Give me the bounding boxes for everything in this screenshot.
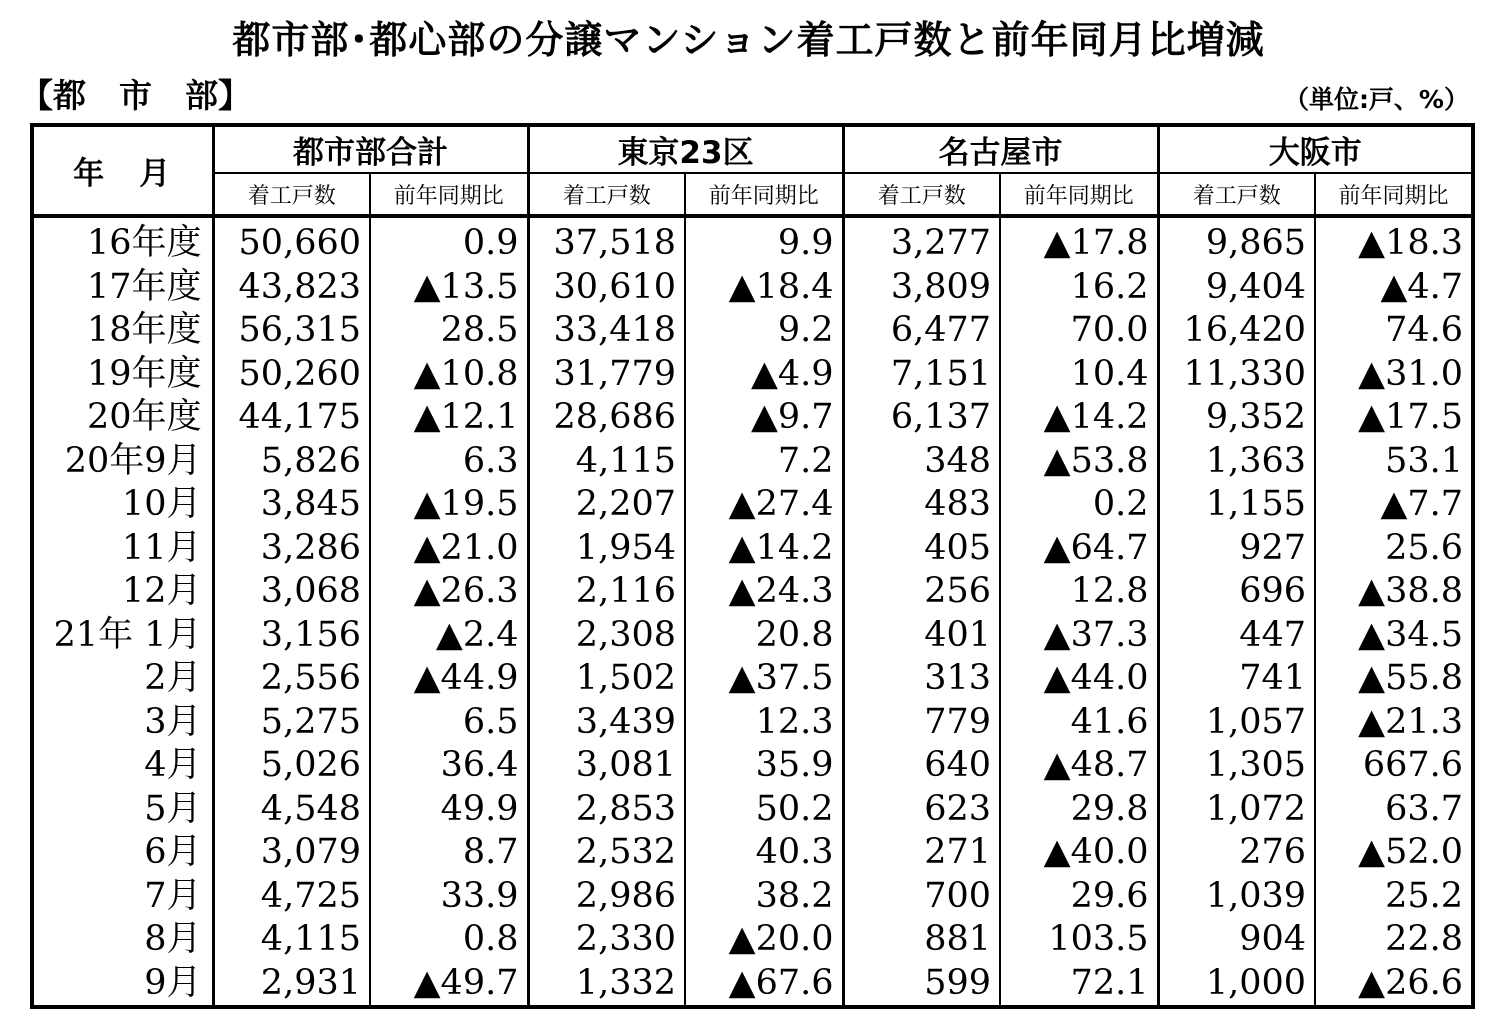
osaka-starts-cell: 1,000 <box>1158 962 1315 1008</box>
tokyo-23-starts-cell: 30,610 <box>528 266 685 310</box>
table-row <box>32 788 1473 832</box>
osaka-starts-cell: 1,305 <box>1158 744 1315 788</box>
table-row <box>32 527 1473 571</box>
osaka-yoy-cell: 25.6 <box>1315 527 1473 571</box>
period-cell: 10月 <box>32 483 213 527</box>
sub-header-starts: 着工戸数 <box>1158 173 1315 216</box>
osaka-yoy-cell: ▲34.5 <box>1315 614 1473 658</box>
osaka-yoy-cell: ▲17.5 <box>1315 396 1473 440</box>
osaka-yoy-cell: 74.6 <box>1315 309 1473 353</box>
nagoya-starts-cell: 640 <box>843 744 1000 788</box>
urban-total-starts-cell: 50,660 <box>213 216 370 266</box>
nagoya-yoy-cell: 72.1 <box>1000 962 1158 1008</box>
osaka-starts-cell: 9,404 <box>1158 266 1315 310</box>
osaka-starts-cell: 1,072 <box>1158 788 1315 832</box>
table-row <box>32 875 1473 919</box>
table-row <box>32 831 1473 875</box>
urban-total-yoy-cell: ▲26.3 <box>370 570 528 614</box>
table-row <box>32 614 1473 658</box>
tokyo-23-yoy-cell: 9.2 <box>685 309 843 353</box>
tokyo-23-starts-cell: 28,686 <box>528 396 685 440</box>
nagoya-yoy-cell: 10.4 <box>1000 353 1158 397</box>
nagoya-starts-cell: 3,277 <box>843 216 1000 266</box>
sub-header-starts: 着工戸数 <box>528 173 685 216</box>
table-row <box>32 309 1473 353</box>
period-cell: 8月 <box>32 918 213 962</box>
osaka-starts-cell: 1,363 <box>1158 440 1315 484</box>
tokyo-23-yoy-cell: ▲18.4 <box>685 266 843 310</box>
period-cell: 6月 <box>32 831 213 875</box>
tokyo-23-starts-cell: 4,115 <box>528 440 685 484</box>
osaka-starts-cell: 11,330 <box>1158 353 1315 397</box>
tokyo-23-yoy-cell: 7.2 <box>685 440 843 484</box>
urban-total-starts-cell: 5,275 <box>213 701 370 745</box>
tokyo-23-starts-cell: 2,853 <box>528 788 685 832</box>
nagoya-yoy-cell: 16.2 <box>1000 266 1158 310</box>
osaka-yoy-cell: ▲55.8 <box>1315 657 1473 701</box>
nagoya-starts-cell: 6,137 <box>843 396 1000 440</box>
osaka-yoy-cell: ▲26.6 <box>1315 962 1473 1008</box>
urban-total-starts-cell: 4,725 <box>213 875 370 919</box>
urban-total-starts-cell: 2,556 <box>213 657 370 701</box>
tokyo-23-starts-cell: 1,954 <box>528 527 685 571</box>
urban-total-starts-cell: 3,068 <box>213 570 370 614</box>
tokyo-23-starts-cell: 2,986 <box>528 875 685 919</box>
housing-starts-table <box>30 123 1475 1009</box>
urban-total-yoy-cell: ▲19.5 <box>370 483 528 527</box>
year-month-header: 年 月 <box>32 125 213 216</box>
tokyo-23-yoy-cell: 50.2 <box>685 788 843 832</box>
nagoya-yoy-cell: ▲44.0 <box>1000 657 1158 701</box>
tokyo-23-yoy-cell: 40.3 <box>685 831 843 875</box>
urban-total-yoy-cell: ▲12.1 <box>370 396 528 440</box>
nagoya-starts-cell: 405 <box>843 527 1000 571</box>
period-cell: 20年9月 <box>32 440 213 484</box>
tokyo-23-starts-cell: 2,330 <box>528 918 685 962</box>
tokyo-23-starts-cell: 1,502 <box>528 657 685 701</box>
table-row <box>32 744 1473 788</box>
urban-total-starts-cell: 50,260 <box>213 353 370 397</box>
nagoya-yoy-cell: ▲64.7 <box>1000 527 1158 571</box>
osaka-yoy-cell: 22.8 <box>1315 918 1473 962</box>
period-cell: 20年度 <box>32 396 213 440</box>
osaka-yoy-cell: ▲38.8 <box>1315 570 1473 614</box>
osaka-starts-cell: 696 <box>1158 570 1315 614</box>
section-label: 【都 市 部】 <box>20 76 251 115</box>
urban-total-starts-cell: 3,845 <box>213 483 370 527</box>
urban-total-yoy-cell: 8.7 <box>370 831 528 875</box>
nagoya-starts-cell: 6,477 <box>843 309 1000 353</box>
sub-header-row <box>32 173 1473 216</box>
urban-total-yoy-cell: 0.9 <box>370 216 528 266</box>
osaka-starts-cell: 16,420 <box>1158 309 1315 353</box>
tokyo-23-yoy-cell: 9.9 <box>685 216 843 266</box>
urban-total-starts-cell: 2,931 <box>213 962 370 1008</box>
tokyo-23-yoy-cell: ▲24.3 <box>685 570 843 614</box>
urban-total-yoy-cell: ▲44.9 <box>370 657 528 701</box>
table-row <box>32 266 1473 310</box>
tokyo-23-starts-cell: 3,439 <box>528 701 685 745</box>
urban-total-yoy-cell: 6.5 <box>370 701 528 745</box>
period-cell: 5月 <box>32 788 213 832</box>
tokyo-23-yoy-cell: 12.3 <box>685 701 843 745</box>
nagoya-yoy-cell: 41.6 <box>1000 701 1158 745</box>
tokyo-23-yoy-cell: 38.2 <box>685 875 843 919</box>
osaka-yoy-cell: ▲4.7 <box>1315 266 1473 310</box>
tokyo-23-yoy-cell: ▲27.4 <box>685 483 843 527</box>
tokyo-23-yoy-cell: 20.8 <box>685 614 843 658</box>
tokyo-23-yoy-cell: ▲14.2 <box>685 527 843 571</box>
table-row <box>32 657 1473 701</box>
nagoya-yoy-cell: 103.5 <box>1000 918 1158 962</box>
nagoya-yoy-cell: 70.0 <box>1000 309 1158 353</box>
tokyo-23-yoy-cell: 35.9 <box>685 744 843 788</box>
nagoya-starts-cell: 401 <box>843 614 1000 658</box>
tokyo-23-starts-cell: 31,779 <box>528 353 685 397</box>
group-header-urban-total: 都市部合計 <box>213 125 528 173</box>
sub-header-starts: 着工戸数 <box>843 173 1000 216</box>
table-body <box>32 216 1473 1007</box>
nagoya-starts-cell: 779 <box>843 701 1000 745</box>
nagoya-yoy-cell: ▲14.2 <box>1000 396 1158 440</box>
urban-total-starts-cell: 5,826 <box>213 440 370 484</box>
nagoya-yoy-cell: 0.2 <box>1000 483 1158 527</box>
table-row <box>32 396 1473 440</box>
urban-total-yoy-cell: 6.3 <box>370 440 528 484</box>
tokyo-23-starts-cell: 3,081 <box>528 744 685 788</box>
group-header-row <box>32 125 1473 173</box>
table-row <box>32 483 1473 527</box>
period-cell: 2月 <box>32 657 213 701</box>
period-cell: 19年度 <box>32 353 213 397</box>
nagoya-starts-cell: 348 <box>843 440 1000 484</box>
unit-label: （単位:戸、%） <box>1283 85 1469 114</box>
urban-total-starts-cell: 3,156 <box>213 614 370 658</box>
urban-total-yoy-cell: ▲13.5 <box>370 266 528 310</box>
osaka-yoy-cell: ▲31.0 <box>1315 353 1473 397</box>
nagoya-starts-cell: 313 <box>843 657 1000 701</box>
period-cell: 9月 <box>32 962 213 1008</box>
urban-total-starts-cell: 56,315 <box>213 309 370 353</box>
nagoya-yoy-cell: ▲17.8 <box>1000 216 1158 266</box>
period-cell: 16年度 <box>32 216 213 266</box>
sub-header-yoy: 前年同期比 <box>1315 173 1473 216</box>
sub-header-starts: 着工戸数 <box>213 173 370 216</box>
table-row <box>32 570 1473 614</box>
urban-total-yoy-cell: 33.9 <box>370 875 528 919</box>
sub-header-yoy: 前年同期比 <box>1000 173 1158 216</box>
tokyo-23-starts-cell: 2,308 <box>528 614 685 658</box>
osaka-starts-cell: 1,039 <box>1158 875 1315 919</box>
nagoya-yoy-cell: 29.6 <box>1000 875 1158 919</box>
urban-total-starts-cell: 3,286 <box>213 527 370 571</box>
table-row <box>32 353 1473 397</box>
group-header-osaka: 大阪市 <box>1158 125 1473 173</box>
tokyo-23-starts-cell: 2,207 <box>528 483 685 527</box>
nagoya-starts-cell: 3,809 <box>843 266 1000 310</box>
osaka-starts-cell: 904 <box>1158 918 1315 962</box>
nagoya-starts-cell: 881 <box>843 918 1000 962</box>
tokyo-23-yoy-cell: ▲67.6 <box>685 962 843 1008</box>
urban-total-yoy-cell: ▲49.7 <box>370 962 528 1008</box>
nagoya-yoy-cell: 12.8 <box>1000 570 1158 614</box>
osaka-yoy-cell: 667.6 <box>1315 744 1473 788</box>
osaka-starts-cell: 9,865 <box>1158 216 1315 266</box>
osaka-yoy-cell: ▲18.3 <box>1315 216 1473 266</box>
period-cell: 17年度 <box>32 266 213 310</box>
tokyo-23-starts-cell: 33,418 <box>528 309 685 353</box>
period-cell: 4月 <box>32 744 213 788</box>
urban-total-starts-cell: 5,026 <box>213 744 370 788</box>
tokyo-23-starts-cell: 2,116 <box>528 570 685 614</box>
osaka-yoy-cell: 53.1 <box>1315 440 1473 484</box>
table-row <box>32 701 1473 745</box>
osaka-yoy-cell: ▲21.3 <box>1315 701 1473 745</box>
nagoya-yoy-cell: ▲37.3 <box>1000 614 1158 658</box>
osaka-starts-cell: 927 <box>1158 527 1315 571</box>
period-cell: 3月 <box>32 701 213 745</box>
tokyo-23-starts-cell: 1,332 <box>528 962 685 1008</box>
sub-header-yoy: 前年同期比 <box>370 173 528 216</box>
urban-total-yoy-cell: ▲10.8 <box>370 353 528 397</box>
urban-total-starts-cell: 43,823 <box>213 266 370 310</box>
tokyo-23-starts-cell: 2,532 <box>528 831 685 875</box>
period-cell: 21年 1月 <box>32 614 213 658</box>
nagoya-starts-cell: 256 <box>843 570 1000 614</box>
nagoya-starts-cell: 271 <box>843 831 1000 875</box>
nagoya-yoy-cell: ▲53.8 <box>1000 440 1158 484</box>
urban-total-starts-cell: 44,175 <box>213 396 370 440</box>
group-header-nagoya: 名古屋市 <box>843 125 1158 173</box>
osaka-yoy-cell: 63.7 <box>1315 788 1473 832</box>
nagoya-starts-cell: 700 <box>843 875 1000 919</box>
urban-total-yoy-cell: 28.5 <box>370 309 528 353</box>
urban-total-yoy-cell: 36.4 <box>370 744 528 788</box>
osaka-starts-cell: 447 <box>1158 614 1315 658</box>
nagoya-yoy-cell: ▲48.7 <box>1000 744 1158 788</box>
tokyo-23-yoy-cell: ▲20.0 <box>685 918 843 962</box>
osaka-starts-cell: 9,352 <box>1158 396 1315 440</box>
osaka-starts-cell: 276 <box>1158 831 1315 875</box>
sub-header-yoy: 前年同期比 <box>685 173 843 216</box>
urban-total-starts-cell: 4,548 <box>213 788 370 832</box>
urban-total-yoy-cell: ▲21.0 <box>370 527 528 571</box>
tokyo-23-yoy-cell: ▲4.9 <box>685 353 843 397</box>
osaka-starts-cell: 1,155 <box>1158 483 1315 527</box>
osaka-starts-cell: 741 <box>1158 657 1315 701</box>
nagoya-yoy-cell: ▲40.0 <box>1000 831 1158 875</box>
nagoya-starts-cell: 7,151 <box>843 353 1000 397</box>
tokyo-23-yoy-cell: ▲37.5 <box>685 657 843 701</box>
osaka-yoy-cell: ▲52.0 <box>1315 831 1473 875</box>
osaka-starts-cell: 1,057 <box>1158 701 1315 745</box>
tokyo-23-starts-cell: 37,518 <box>528 216 685 266</box>
table-row <box>32 440 1473 484</box>
nagoya-starts-cell: 623 <box>843 788 1000 832</box>
period-cell: 18年度 <box>32 309 213 353</box>
period-cell: 11月 <box>32 527 213 571</box>
table-row <box>32 962 1473 1008</box>
osaka-yoy-cell: 25.2 <box>1315 875 1473 919</box>
period-cell: 12月 <box>32 570 213 614</box>
nagoya-yoy-cell: 29.8 <box>1000 788 1158 832</box>
period-cell: 7月 <box>32 875 213 919</box>
table-row <box>32 216 1473 266</box>
tokyo-23-yoy-cell: ▲9.7 <box>685 396 843 440</box>
nagoya-starts-cell: 599 <box>843 962 1000 1008</box>
osaka-yoy-cell: ▲7.7 <box>1315 483 1473 527</box>
page-title: 都市部･都心部の分譲マンション着工戸数と前年同月比増減 <box>232 18 1265 62</box>
table-row <box>32 918 1473 962</box>
urban-total-starts-cell: 3,079 <box>213 831 370 875</box>
urban-total-yoy-cell: 49.9 <box>370 788 528 832</box>
nagoya-starts-cell: 483 <box>843 483 1000 527</box>
group-header-tokyo-23: 東京23区 <box>528 125 843 173</box>
urban-total-starts-cell: 4,115 <box>213 918 370 962</box>
urban-total-yoy-cell: 0.8 <box>370 918 528 962</box>
urban-total-yoy-cell: ▲2.4 <box>370 614 528 658</box>
